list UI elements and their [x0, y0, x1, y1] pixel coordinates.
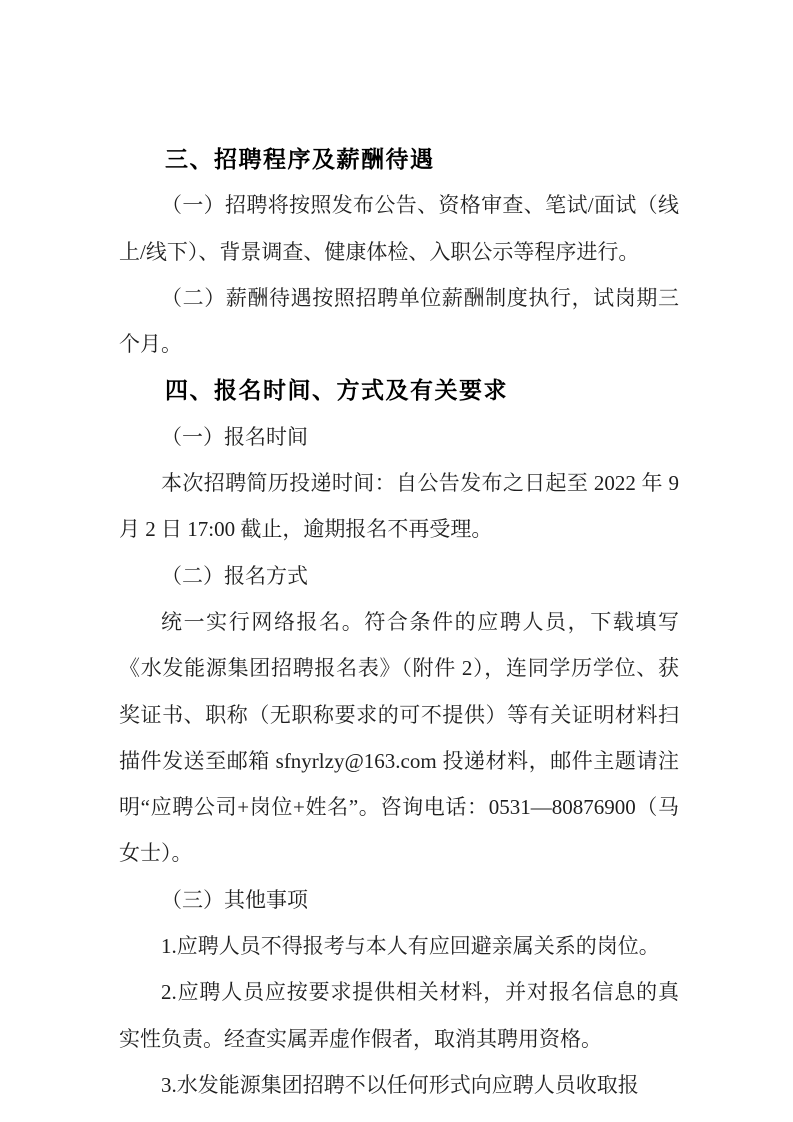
- paragraph-salary-policy: （二）薪酬待遇按照招聘单位薪酬制度执行，试岗期三个月。: [119, 285, 679, 357]
- paragraph-procedure-steps: （一）招聘将按照发布公告、资格审查、笔试/面试（线上/线下）、背景调查、健康体检、入职公示等程序进行。: [119, 193, 679, 264]
- paragraph-other-item-2: 2.应聘人员应按要求提供相关材料，并对报名信息的真实性负责。经查实属弄虚作假者，取消其聘用资格。: [119, 980, 679, 1051]
- paragraph-application-time-label: （一）报名时间: [161, 424, 308, 449]
- paragraph-application-method-details: 统一实行网络报名。符合条件的应聘人员，下载填写《水发能源集团招聘报名表》（附件 2），连同学历学位、获奖证书、职称（无职称要求的可不提供）等有关证明材料扫描件发送至邮箱 sfnyrlzy@163.com 投递材料，邮件主题请注明“应聘公司+岗位+姓名”。咨询电话：0531—80876900（马女士）。: [119, 609, 679, 866]
- document-content: [119, 136, 679, 1108]
- paragraph-other-items-label: （三）其他事项: [161, 887, 308, 912]
- section-heading-recruitment-procedure: 三、招聘程序及薪酬待遇: [165, 146, 435, 172]
- section-heading-application-requirements: 四、报名时间、方式及有关要求: [165, 377, 508, 404]
- paragraph-application-deadline: 本次招聘简历投递时间：自公告发布之日起至 2022 年 9 月 2 日 17:00 截止，逾期报名不再受理。: [119, 471, 679, 542]
- paragraph-other-item-3-truncated: 3.水发能源集团招聘不以任何形式向应聘人员收取报: [161, 1072, 639, 1097]
- paragraph-application-method-label: （二）报名方式: [161, 563, 308, 588]
- paragraph-other-item-1: 1.应聘人员不得报考与本人有应回避亲属关系的岗位。: [161, 934, 660, 959]
